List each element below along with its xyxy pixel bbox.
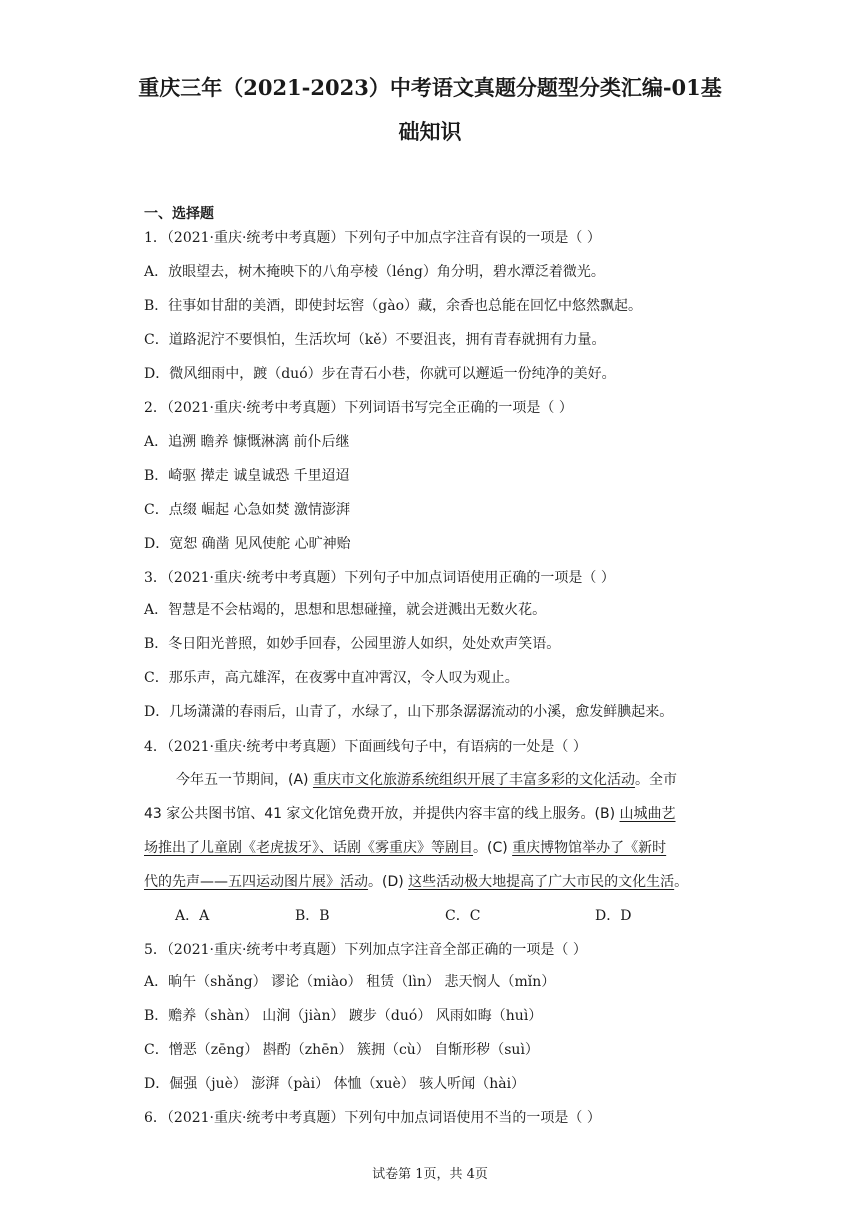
question-4: 4．（2021·重庆·统考中考真题）下面画线句子中，有语病的一处是（ ） bbox=[144, 739, 587, 755]
passage-text: 43 家公共图书馆、41 家文化馆免费开放，并提供内容丰富的线上服务。(B) bbox=[144, 806, 620, 822]
q4-option-c: C．C bbox=[445, 908, 481, 924]
underlined-sentence-c: 代的先声——五四运动图片展》活动 bbox=[144, 874, 368, 890]
question-6: 6．（2021·重庆·统考中考真题）下列句中加点词语使用不当的一项是（ ） bbox=[144, 1110, 601, 1126]
passage-line-1 bbox=[176, 770, 677, 790]
q2-option-c: C．点缀 崛起 心急如焚 激情澎湃 bbox=[144, 502, 351, 518]
underlined-sentence-b: 场推出了儿童剧《老虎拔牙》、话剧《雾重庆》等剧目 bbox=[144, 840, 473, 856]
q4-option-a: A．A bbox=[175, 908, 210, 924]
q4-option-d: D．D bbox=[595, 908, 632, 924]
question-3: 3．（2021·重庆·统考中考真题）下列句子中加点词语使用正确的一项是（ ） bbox=[144, 570, 615, 586]
passage-text: 。(D) bbox=[368, 874, 409, 890]
q3-option-b: B．冬日阳光普照，如妙手回春，公园里游人如织，处处欢声笑语。 bbox=[144, 636, 561, 652]
question-2: 2．（2021·重庆·统考中考真题）下列词语书写完全正确的一项是（ ） bbox=[144, 400, 573, 416]
q1-option-d: D．微风细雨中，踱（duó）步在青石小巷，你就可以邂逅一份纯净的美好。 bbox=[144, 366, 616, 382]
passage-text: 今年五一节期间，(A) bbox=[176, 772, 313, 788]
q4-option-b: B．B bbox=[295, 908, 330, 924]
section-heading: 一、选择题 bbox=[144, 206, 214, 222]
underlined-sentence-a: 重庆市文化旅游系统组织开展了丰富多彩的文化活动 bbox=[312, 772, 635, 788]
q1-option-b: B．往事如甘甜的美酒，即使封坛窖（gào）藏，余香也总能在回忆中悠然飘起。 bbox=[144, 298, 643, 314]
q3-option-d: D．几场潇潇的春雨后，山青了，水绿了，山下那条潺潺流动的小溪，愈发鲜腆起来。 bbox=[144, 704, 674, 720]
q5-option-b: B．赡养（shàn） 山涧（jiàn） 踱步（duó） 风雨如晦（huì） bbox=[144, 1008, 543, 1024]
q3-option-c: C．那乐声，高亢雄浑，在夜雾中直冲霄汉，令人叹为观止。 bbox=[144, 670, 519, 686]
question-5: 5．（2021·重庆·统考中考真题）下列加点字注音全部正确的一项是（ ） bbox=[144, 942, 587, 958]
passage-text: 。全市 bbox=[634, 772, 677, 788]
passage-text: 。(C) bbox=[473, 840, 513, 856]
q2-option-b: B．崎驱 撵走 诚皇诚恐 千里迢迢 bbox=[144, 468, 350, 484]
passage-line-3 bbox=[144, 838, 666, 858]
passage-line-2 bbox=[144, 804, 676, 824]
q4-passage bbox=[144, 770, 719, 900]
document-title-line1: 重庆三年（2021-2023）中考语文真题分题型分类汇编-01基 bbox=[138, 75, 722, 100]
q5-option-d: D．倔强（juè） 澎湃（pài） 体恤（xuè） 骇人听闻（hài） bbox=[144, 1076, 526, 1092]
q3-option-a: A．智慧是不会枯竭的，思想和思想碰撞，就会迸溅出无数火花。 bbox=[144, 602, 547, 618]
q5-option-c: C．憎恶（zēng） 斟酌（zhēn） 簇拥（cù） 自惭形秽（suì） bbox=[144, 1042, 539, 1058]
q5-option-a: A．晌午（shǎng） 谬论（miào） 租赁（lìn） 悲天悯人（mǐn） bbox=[144, 974, 556, 990]
q2-option-d: D．宽恕 确凿 见风使舵 心旷神贻 bbox=[144, 536, 351, 552]
q1-option-c: C．道路泥泞不要惧怕，生活坎坷（kě）不要沮丧，拥有青春就拥有力量。 bbox=[144, 332, 606, 348]
underlined-sentence-b: 山城曲艺 bbox=[619, 806, 676, 822]
passage-text: 。 bbox=[674, 874, 689, 890]
q1-option-a: A．放眼望去，树木掩映下的八角亭棱（léng）角分明，碧水潭泛着微光。 bbox=[144, 264, 605, 280]
question-1: 1．（2021·重庆·统考中考真题）下列句子中加点字注音有误的一项是（ ） bbox=[144, 230, 601, 246]
page-footer: 试卷第 1页，共 4页 bbox=[372, 1167, 488, 1182]
underlined-sentence-d: 这些活动极大地提高了广大市民的文化生活 bbox=[408, 874, 675, 890]
passage-line-4 bbox=[144, 872, 688, 892]
underlined-sentence-c: 重庆博物馆举办了《新时 bbox=[512, 840, 667, 856]
q2-option-a: A．追溯 瞻养 慷慨淋漓 前仆后继 bbox=[144, 434, 350, 450]
document-title-line2: 础知识 bbox=[398, 119, 462, 144]
